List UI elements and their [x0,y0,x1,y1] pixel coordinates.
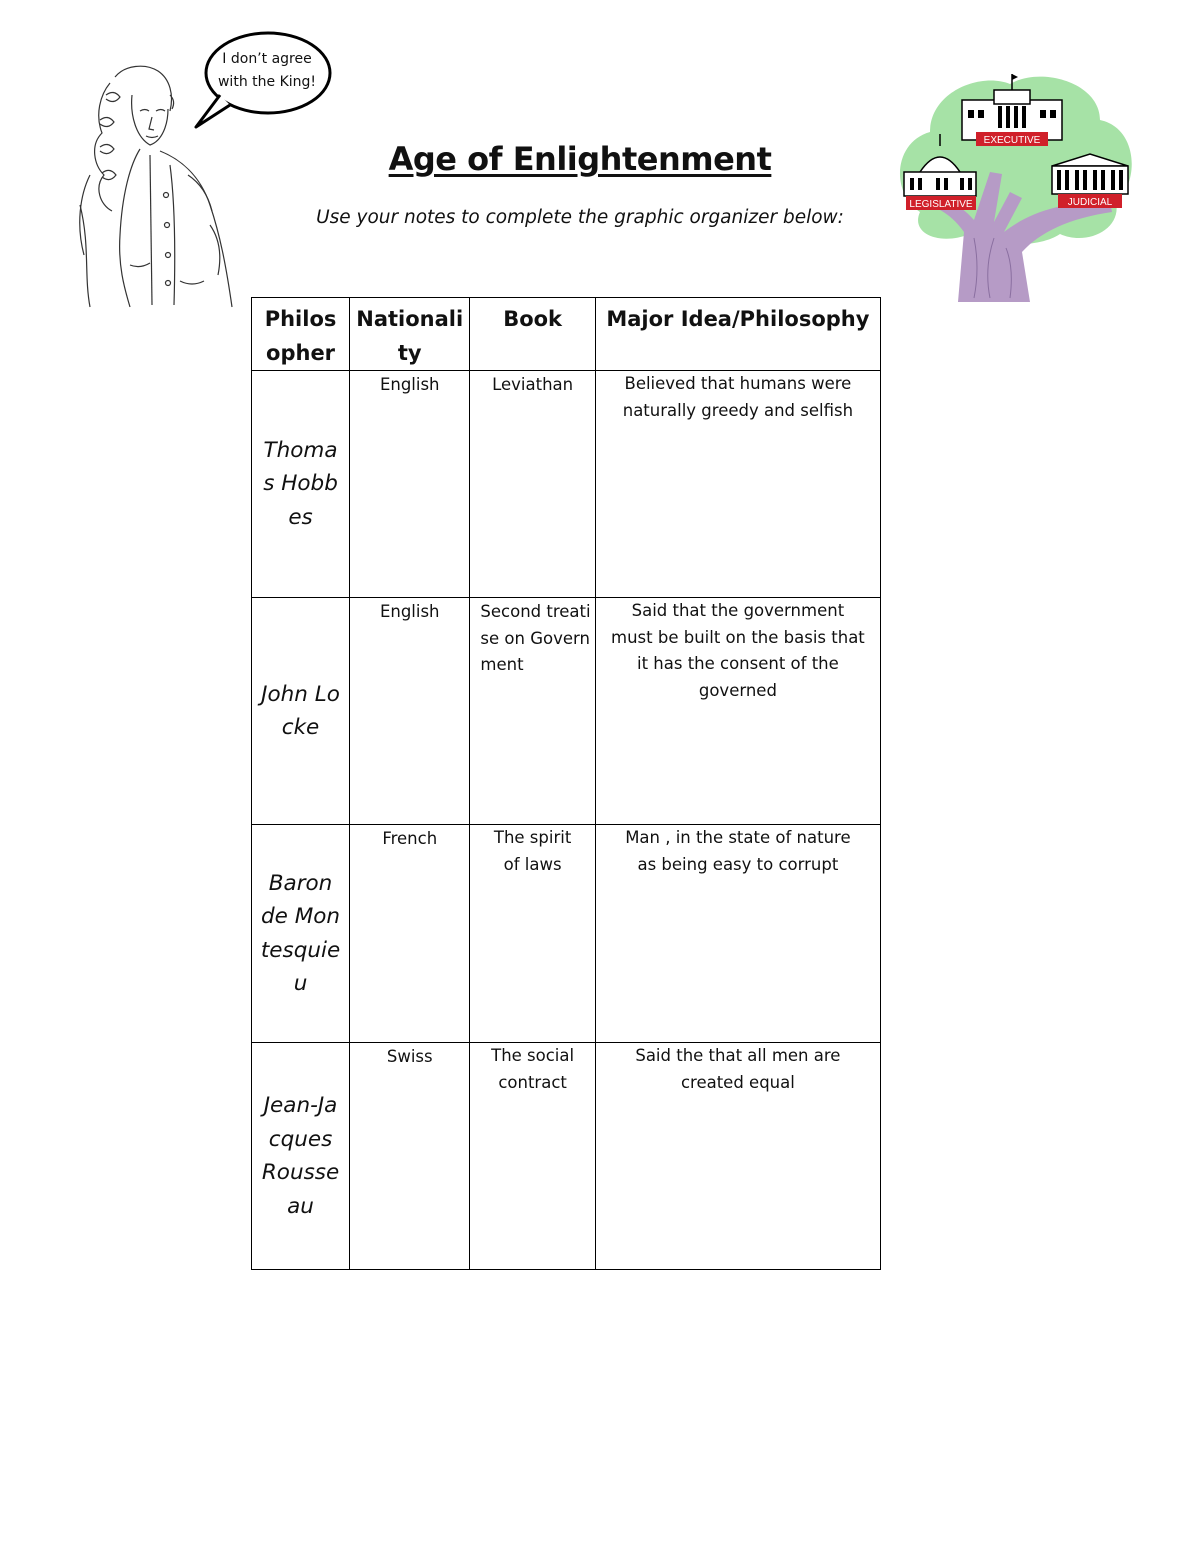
idea-cell [595,825,880,1043]
header-nationality [350,298,470,371]
book-cell [470,825,595,1043]
header-book [470,298,595,371]
nationality-text: English [379,375,440,394]
idea-text: Said the that all men are created equal [635,1046,841,1092]
idea-cell [595,1043,880,1270]
idea-cell [595,598,880,825]
executive-label: EXECUTIVE [983,135,1041,146]
book-text: Leviathan [492,375,574,394]
idea-text: Man , in the state of nature as being easy to corrupt [625,828,851,874]
book-cell [470,598,595,825]
idea-text: Said that the government must be built on the basis that it has the consent of the governed [611,601,865,700]
header-philosopher-label: Philosopher [264,307,337,365]
speech-bubble-line: I don’t agree [222,51,312,67]
book-text: Second treatise on Government [480,602,591,674]
nationality-cell [350,825,470,1043]
idea-text: Believed that humans were naturally greedy and selfish [622,374,854,420]
government-tree-illustration [890,62,1140,307]
table-row [252,371,881,598]
header-book-label: Book [503,307,563,331]
legislative-label: LEGISLATIVE [909,199,973,210]
speech-bubble-line: with the King! [217,74,317,90]
book-text: The social contract [491,1046,575,1092]
book-cell [470,371,595,598]
philosopher-name: Thomas Hobbes [252,371,350,598]
header-major-idea [595,298,880,371]
table-header-row [252,298,881,371]
nationality-text: French [382,829,438,848]
header-nationality-label: Nationality [356,307,464,365]
nationality-text: English [379,602,440,621]
book-cell [470,1043,595,1270]
header-major-idea-label: Major Idea/Philosophy [606,307,870,331]
nationality-cell [350,1043,470,1270]
nationality-cell [350,598,470,825]
book-text: The spirit of laws [493,828,572,874]
page-title: Age of Enlightenment [388,140,772,178]
table-row [252,1043,881,1270]
idea-cell [595,371,880,598]
table-row [252,598,881,825]
nationality-text: Swiss [386,1047,433,1066]
graphic-organizer-table [251,297,881,1270]
philosopher-name: John Locke [252,598,350,825]
nationality-cell [350,371,470,598]
speech-bubble [208,48,326,94]
header-philosopher [252,298,350,371]
table-row [252,825,881,1043]
instructions-text: Use your notes to complete the graphic organizer below: [316,207,844,228]
judicial-label: JUDICIAL [1067,197,1113,208]
philosopher-name: Jean-Jacques Rousseau [252,1043,350,1270]
philosopher-name: Baron de Montesquieu [252,825,350,1043]
